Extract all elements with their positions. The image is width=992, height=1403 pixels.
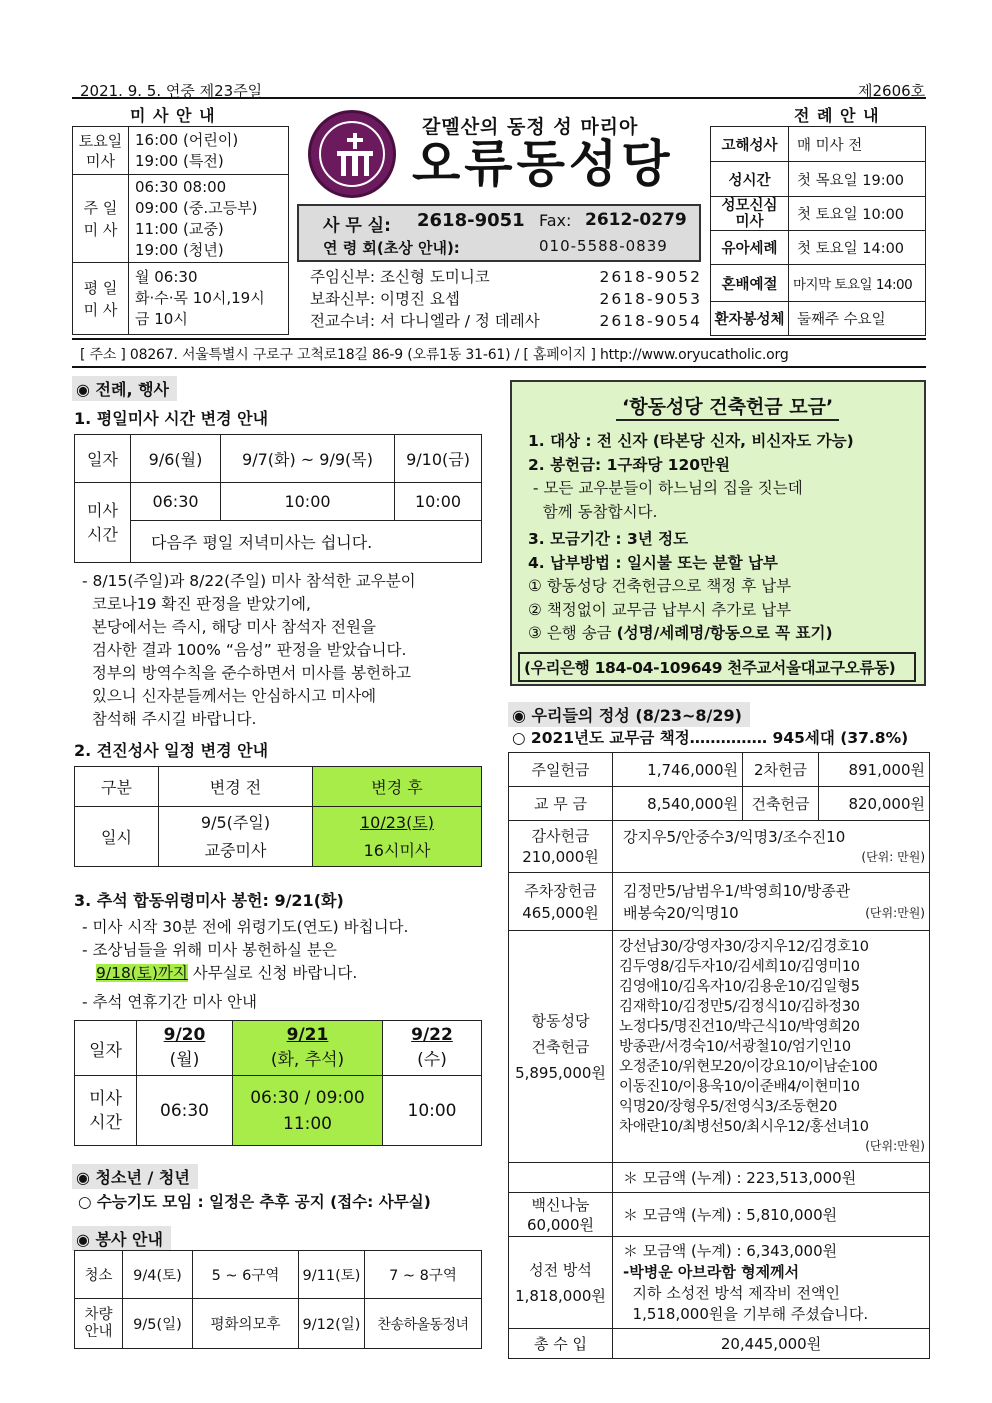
liturgy-value: 둘째주 수요일 bbox=[789, 302, 926, 336]
section-youth-title: ◉ 청소년 / 청년 bbox=[72, 1164, 198, 1189]
offering-label: 건축헌금 bbox=[743, 787, 819, 821]
offering-value: 820,000원 bbox=[819, 787, 930, 821]
office-phone: 2618-9051 bbox=[417, 210, 525, 231]
offering-table bbox=[508, 752, 930, 1359]
staff-list: 주임신부: 조신형 도미니코 2618-9052 보좌신부: 이명진 요셉 2618-9053 전교수녀: 서 다니엘라 / 정 데레사 2618-9054 bbox=[310, 268, 702, 330]
offering-label bbox=[509, 1163, 613, 1193]
table-cell: 9/11(토) bbox=[299, 1251, 365, 1299]
table-header: 9/22 (수) bbox=[383, 1021, 482, 1076]
offering-label: 교 무 금 bbox=[509, 787, 613, 821]
building-fund-box bbox=[510, 380, 926, 686]
church-name: 오류동성당 bbox=[412, 135, 674, 193]
fund-title: ‘항동성당 건축헌금 모금’ bbox=[616, 392, 839, 421]
table-cell: 10/23(토) 16시미사 bbox=[313, 807, 482, 867]
bank-account: (우리은행 184-04-109649 천주교서울대교구오류동) bbox=[518, 652, 916, 682]
table-cell: 10:00 bbox=[383, 1076, 482, 1146]
table-header: 9/6(월) bbox=[131, 435, 221, 483]
table-header: 9/21 (화, 추석) bbox=[233, 1021, 383, 1076]
table-cell: 9/4(토) bbox=[123, 1251, 193, 1299]
church-cross-icon bbox=[333, 133, 377, 179]
offering-label: 주일헌금 bbox=[509, 753, 613, 787]
table-cell: 06:30 bbox=[131, 483, 221, 521]
mass-label-saturday: 토요일 미사 bbox=[73, 127, 129, 175]
liturgy-label: 혼배예절 bbox=[711, 265, 789, 302]
offering-detail: 김정만5/남범우1/박영희10/방종관 배봉숙20/익명10 (단위:만원) bbox=[613, 873, 930, 931]
table-cell: 평화의모후 bbox=[193, 1299, 299, 1349]
offering-label: 항동성당 건축헌금 5,895,000원 bbox=[509, 931, 613, 1163]
memorial-notes: - 미사 시작 30분 전에 위령기도(연도) 바칩니다. - 조상님들을 위해 미사 봉헌하실 분은 9/18(토)까지 사무실로 신청 바랍니다. - 추석 연휴기간 미사 안내 bbox=[82, 918, 409, 1011]
mass-label-sunday: 주 일 미 사 bbox=[73, 175, 129, 263]
office-box bbox=[297, 204, 701, 262]
table-cell: 9/5(주일) 교중미사 bbox=[159, 807, 313, 867]
table-cell: 10:00 bbox=[395, 483, 482, 521]
offering-detail: 강선남30/강영자30/강지우12/김경호10 김두영8/김두자10/김세희10/김영미10 김영애10/김옥자10/김용운10/김일형5 김재학10/김정만5/김정식10/김하정30 노정다5/명진건10/박근식10/박영희20 방종관/서경숙10/서광철10/엄기인10 오정준10/위현모20/이강요10/이남순100 이동진10/이용욱10/이준배4/이현미10 익명20/장형우5/전영식3/조동현20 차애란10/최병선50/최시우12/홍선녀10 (단위:만원) bbox=[613, 931, 930, 1163]
table-cell: 9/12(일) bbox=[299, 1299, 365, 1349]
table-cell: 5 ~ 6구역 bbox=[193, 1251, 299, 1299]
offering-label: 성전 방석 1,818,000원 bbox=[509, 1237, 613, 1329]
offering-value: 891,000원 bbox=[819, 753, 930, 787]
church-logo bbox=[308, 110, 396, 198]
council-phone: 010-5588-0839 bbox=[539, 237, 668, 255]
row-label: 미사 시간 bbox=[75, 1076, 137, 1146]
mass-label-weekday: 평 일 미 사 bbox=[73, 263, 129, 335]
confirmation-table bbox=[74, 766, 482, 867]
table-header: 9/10(금) bbox=[395, 435, 482, 483]
section-service-title: ◉ 봉사 안내 bbox=[72, 1226, 171, 1251]
item2-title: 2. 견진성사 일정 변경 안내 bbox=[74, 741, 269, 760]
offering-label: 감사헌금 210,000원 bbox=[509, 821, 613, 873]
youth-item: ○ 수능기도 모임 : 일정은 추후 공지 (접수: 사무실) bbox=[78, 1193, 431, 1211]
mass-times-sunday: 06:30 08:00 09:00 (중.고등부) 11:00 (교중) 19:00 (청년) bbox=[129, 175, 289, 263]
liturgy-title: 전 례 안 내 bbox=[794, 106, 880, 125]
mass-info-title: 미 사 안 내 bbox=[130, 106, 216, 125]
table-header: 9/7(화) ~ 9/9(목) bbox=[221, 435, 395, 483]
offering-label: 총 수 입 bbox=[509, 1329, 613, 1359]
table-cell: 10:00 bbox=[221, 483, 395, 521]
mass-info-table bbox=[72, 126, 289, 335]
liturgy-value: 마지막 토요일 14:00 bbox=[789, 265, 926, 302]
liturgy-label: 성시간 bbox=[711, 162, 789, 197]
row-label: 미사 시간 bbox=[75, 483, 131, 563]
offering-value: 1,746,000원 bbox=[613, 753, 743, 787]
liturgy-label: 성모신심 미사 bbox=[711, 197, 789, 231]
liturgy-value: 매 미사 전 bbox=[789, 127, 926, 162]
table-cell: 06:30 bbox=[137, 1076, 233, 1146]
item3-title: 3. 추석 합동위령미사 봉헌: 9/21(화) bbox=[74, 891, 344, 910]
liturgy-value: 첫 목요일 19:00 bbox=[789, 162, 926, 197]
office-label: 사 무 실: bbox=[323, 216, 391, 236]
chuseok-mass-table bbox=[74, 1020, 482, 1146]
table-cell: 06:30 / 09:00 11:00 bbox=[233, 1076, 383, 1146]
issue-date: 2021. 9. 5. 연중 제23주일 bbox=[80, 82, 263, 100]
liturgy-table bbox=[710, 126, 926, 336]
table-note: 다음주 평일 저녁미사는 쉽니다. bbox=[131, 521, 482, 563]
table-header: 9/20 (월) bbox=[137, 1021, 233, 1076]
mass-times-saturday: 16:00 (어린이) 19:00 (특전) bbox=[129, 127, 289, 175]
fax-number: 2612-0279 bbox=[585, 210, 687, 230]
table-cell: 7 ~ 8구역 bbox=[365, 1251, 482, 1299]
liturgy-value: 첫 토요일 14:00 bbox=[789, 231, 926, 265]
liturgy-label: 환자봉성체 bbox=[711, 302, 789, 336]
table-header: 일자 bbox=[75, 435, 131, 483]
fund-details: 1. 대상 : 전 신자 (타본당 신자, 비신자도 가능) 2. 봉헌금: 1구좌당 120만원 - 모든 교우분들이 하느님의 집을 짓는데 함께 동참합시다. 3. 모금기간 : 3년 정도 4. 납부방법 : 일시불 또는 분할 납부 ① 항동성당 건축헌금으로 책정 후 납부 ② 책정없이 교무금 납부시 추가로 납부 ③ 은행 송금 (성명/세례명/항동으로 꼭 표기) bbox=[528, 432, 854, 642]
church-subtitle: 갈멜산의 동정 성 마리아 bbox=[422, 116, 639, 138]
offering-label: 주차장헌금 465,000원 bbox=[509, 873, 613, 931]
row-label: 청소 bbox=[75, 1251, 123, 1299]
offering-detail: ＊ 모금액 (누계) : 5,810,000원 bbox=[613, 1193, 930, 1237]
offering-value: 8,540,000원 bbox=[613, 787, 743, 821]
offering-grand-total: 20,445,000원 bbox=[613, 1329, 930, 1359]
table-cell: 9/5(일) bbox=[123, 1299, 193, 1349]
item1-title: 1. 평일미사 시간 변경 안내 bbox=[74, 409, 269, 428]
fax-label: Fax: bbox=[539, 211, 572, 230]
offering-label: 2차헌금 bbox=[743, 753, 819, 787]
offering-detail: ＊ 모금액 (누계) : 6,343,000원 -박병운 아브라함 형제께서 지하 소성전 방석 제작비 전액인 1,518,000원을 기부해 주셨습니다. bbox=[613, 1237, 930, 1329]
row-label: 차량 안내 bbox=[75, 1299, 123, 1349]
covid-notice: - 8/15(주일)과 8/22(주일) 미사 참석한 교우분이 코로나19 확진 판정을 받았기에, 본당에서는 즉시, 해당 미사 참석자 전원을 검사한 결과 100% “음성” 판정을 받았습니다. 정부의 방역수칙을 준수하면서 미사를 봉헌하고 있으니 신자분들께서는 안심하시고 미사에 참석해 주시길 바랍니다. bbox=[82, 572, 416, 728]
offering-subtitle: ○ 2021년도 교무금 책정…………… 945세대 (37.8%) bbox=[512, 729, 909, 747]
section-offering-title: ◉ 우리들의 정성 (8/23~8/29) bbox=[508, 702, 750, 727]
table-header: 일자 bbox=[75, 1021, 137, 1076]
weekday-mass-table bbox=[74, 434, 482, 563]
council-label: 연 령 회(초상 안내): bbox=[323, 239, 460, 257]
liturgy-label: 고해성사 bbox=[711, 127, 789, 162]
offering-detail: 강지우5/안중수3/익명3/조수진10 (단위: 만원) bbox=[613, 821, 930, 873]
offering-label: 백신나눔 60,000원 bbox=[509, 1193, 613, 1237]
table-cell: 찬송하올동정녀 bbox=[365, 1299, 482, 1349]
table-header: 변경 전 bbox=[159, 767, 313, 807]
service-table bbox=[74, 1250, 482, 1349]
offering-total: ＊ 모금액 (누계) : 223,513,000원 bbox=[613, 1163, 930, 1193]
liturgy-value: 첫 토요일 10:00 bbox=[789, 197, 926, 231]
table-header: 변경 후 bbox=[313, 767, 482, 807]
header-rule bbox=[72, 97, 926, 99]
mass-times-weekday: 월 06:30 화·수·목 10시,19시 금 10시 bbox=[129, 263, 289, 335]
table-header: 구분 bbox=[75, 767, 159, 807]
liturgy-label: 유아세례 bbox=[711, 231, 789, 265]
section-liturgy-title: ◉ 전례, 행사 bbox=[72, 376, 177, 401]
issue-number: 제2606호 bbox=[858, 82, 926, 100]
address-line: [ 주소 ] 08267. 서울특별시 구로구 고척로18길 86-9 (오류1동 31-61) / [ 홈페이지 ] http://www.oryucatholic.org bbox=[80, 347, 789, 363]
row-label: 일시 bbox=[75, 807, 159, 867]
